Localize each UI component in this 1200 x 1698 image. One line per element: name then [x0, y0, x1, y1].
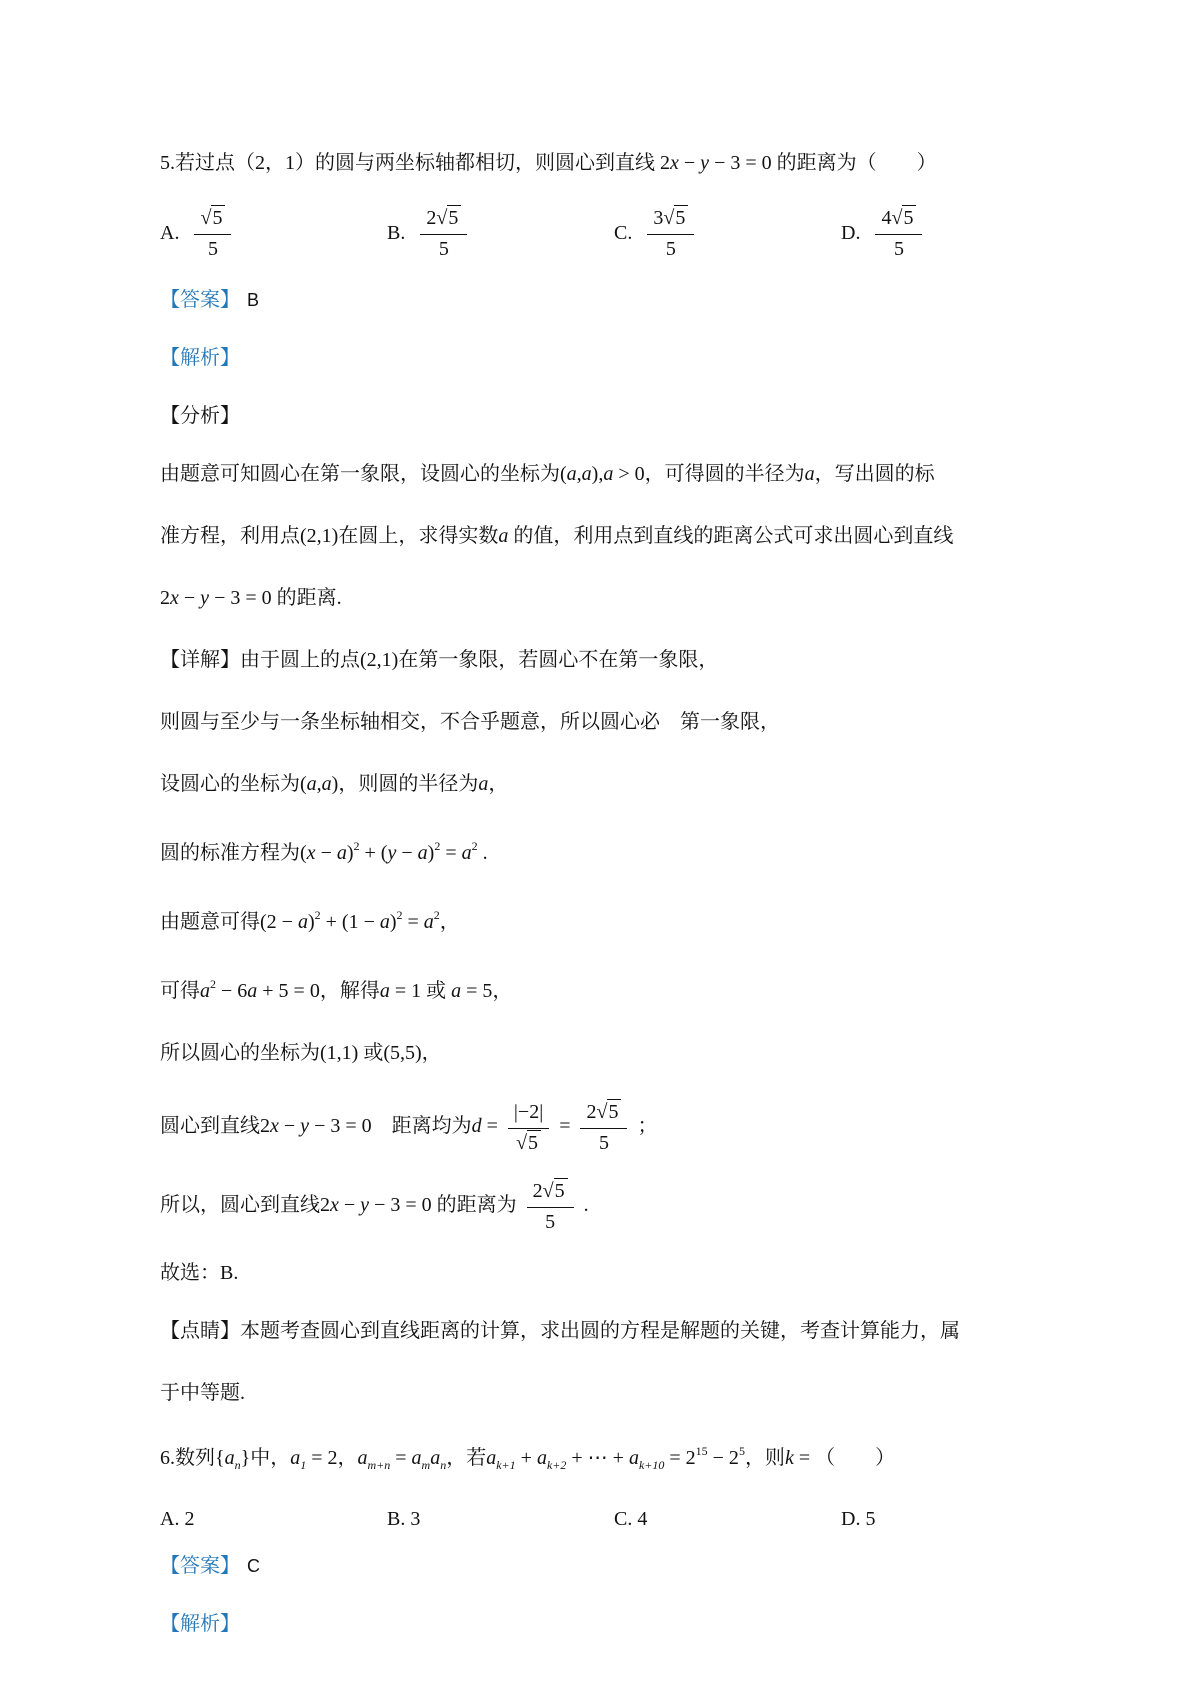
- text-segment: a: [297, 911, 308, 933]
- text-segment: 2: [353, 839, 360, 853]
- text-segment: ): [389, 911, 397, 933]
- question-5-answer-line: [160, 285, 1042, 316]
- text-segment: ，可得圆的半径为: [644, 463, 805, 485]
- equals-sign: =: [559, 1115, 571, 1138]
- question-5-options: [160, 206, 1042, 261]
- text-segment: k+10: [638, 1458, 665, 1472]
- text-segment: a: [224, 1447, 235, 1469]
- option-b: [387, 206, 614, 261]
- text-segment: 5: [738, 1444, 745, 1458]
- text-segment: 可得: [160, 980, 200, 1002]
- text-segment: 距离均为: [371, 1115, 472, 1138]
- text-segment: = （ ）: [793, 1447, 896, 1469]
- text-segment: k+2: [546, 1458, 567, 1472]
- question-6-options: [160, 1508, 1042, 1531]
- text-segment: a: [379, 911, 390, 933]
- text-segment: a: [417, 842, 428, 864]
- option-b-label: B.: [387, 222, 406, 244]
- question-6-answer-line: [160, 1551, 1042, 1582]
- denominator: 5: [207, 238, 218, 260]
- answer-value: B: [247, 290, 260, 310]
- text-segment: (2,1): [360, 649, 399, 671]
- text-segment: a: [451, 980, 462, 1002]
- text-segment: =: [390, 1447, 412, 1469]
- line-tail: .: [583, 1194, 589, 1217]
- option-c: [614, 1508, 841, 1531]
- text-segment: a: [321, 773, 332, 795]
- text-segment: 或: [358, 1042, 384, 1064]
- text-segment: x: [306, 842, 316, 864]
- option-a-label: A. 2: [160, 1508, 195, 1530]
- option-d-fraction: [875, 206, 922, 261]
- text-segment: a: [498, 525, 509, 547]
- radical-sign: √: [596, 1101, 608, 1123]
- text-segment: ): [331, 773, 339, 795]
- text-segment: a: [336, 842, 347, 864]
- text-segment: ,: [576, 463, 582, 485]
- text-segment: 则圆与至少与一条坐标轴相交，不合乎题意，所以圆心必 第一象限，: [160, 711, 780, 733]
- text-segment: 圆的标准方程为: [160, 842, 300, 864]
- fraction-2sqrt5-over-5: [527, 1179, 574, 1234]
- option-c: [614, 206, 841, 261]
- text-segment: ，: [488, 773, 509, 795]
- text-segment: = 1 或: [389, 980, 452, 1002]
- text-segment: − 3 = 0: [369, 1194, 437, 1217]
- text-segment: (: [300, 773, 307, 795]
- coefficient: 2: [532, 1180, 543, 1202]
- radical-sign: √: [516, 1132, 528, 1154]
- line-tail: ；: [637, 1115, 658, 1138]
- denominator: 5: [438, 238, 449, 260]
- text-segment: y: [200, 587, 210, 609]
- text-segment: 所以，圆心到直线: [160, 1194, 320, 1217]
- jiexi-tag: 【解析】: [160, 347, 240, 369]
- text-segment: ),: [591, 463, 604, 485]
- text-segment: = 2: [664, 1447, 696, 1469]
- text-segment: + (1 −: [320, 911, 380, 933]
- option-b: [387, 1508, 614, 1531]
- text-segment: + 5 = 0，解得: [257, 980, 380, 1002]
- text-segment: a: [581, 463, 592, 485]
- text-segment: (: [560, 463, 567, 485]
- text-segment: m: [421, 1458, 431, 1472]
- text-segment: y: [360, 1194, 370, 1217]
- radicand: 5: [211, 205, 225, 229]
- detail-line-9-text: [160, 1194, 517, 1216]
- coefficient: 4: [881, 207, 892, 229]
- radicand: 5: [447, 205, 461, 229]
- detail-line-9: [160, 1179, 1042, 1234]
- text-segment: − 2: [707, 1447, 739, 1469]
- text-segment: (: [300, 842, 307, 864]
- coefficient: 2: [586, 1101, 597, 1123]
- text-segment: k+1: [496, 1458, 516, 1472]
- fraction-2sqrt5-over-5: [580, 1100, 627, 1155]
- text-segment: {: [215, 1447, 225, 1469]
- text-segment: + ⋯ +: [566, 1447, 629, 1469]
- answer-tag: 【答案】: [160, 1555, 240, 1577]
- text-segment: a: [628, 1447, 639, 1469]
- text-segment: 由题意可得: [160, 911, 260, 933]
- radical-sign: √: [891, 207, 903, 229]
- radicand: 5: [607, 1099, 621, 1123]
- text-segment: (1,1): [320, 1042, 359, 1064]
- text-segment: −: [178, 587, 201, 609]
- text-segment: y: [387, 842, 397, 864]
- text-segment: = 5，: [461, 980, 513, 1002]
- text-segment: =: [440, 842, 462, 864]
- text-segment: a: [423, 911, 434, 933]
- text-segment: m+n: [367, 1458, 391, 1472]
- text-segment: ，则圆的半径为: [338, 773, 479, 795]
- jiexi-tag: 【解析】: [160, 1613, 240, 1635]
- text-segment: ，: [439, 911, 460, 933]
- text-segment: =: [402, 911, 424, 933]
- fraction-abs-over-sqrt5: [508, 1100, 549, 1155]
- text-segment: ，: [421, 1042, 442, 1064]
- option-a-fraction: [194, 206, 231, 261]
- text-segment: k: [784, 1447, 794, 1469]
- text-segment: a: [290, 1447, 301, 1469]
- text-segment: > 0: [613, 463, 645, 485]
- detail-line-7: [160, 1038, 1042, 1069]
- answer-tag: 【答案】: [160, 289, 240, 311]
- text-segment: x: [170, 587, 179, 609]
- text-segment: ): [427, 842, 435, 864]
- detail-line-8: [160, 1100, 1042, 1155]
- detail-line-1: [160, 645, 1042, 676]
- text-segment: − 3 = 0: [709, 152, 777, 174]
- option-d: [841, 1508, 875, 1531]
- text-segment: − 6: [216, 980, 248, 1002]
- text-segment: 所以圆心的坐标为: [160, 1042, 320, 1064]
- radical-sign: √: [542, 1180, 554, 1202]
- radical-sign: √: [663, 207, 675, 229]
- text-segment: a: [411, 1447, 422, 1469]
- text-segment: 中，: [250, 1447, 291, 1469]
- radical-sign: √: [200, 207, 212, 229]
- text-segment: −: [396, 842, 418, 864]
- radicand: 5: [902, 205, 916, 229]
- text-segment: − 3 = 0: [309, 1115, 372, 1138]
- text-segment: 2: [160, 587, 170, 609]
- option-b-label: B. 3: [387, 1508, 421, 1530]
- text-segment: .: [477, 842, 488, 864]
- text-segment: n: [234, 1458, 241, 1472]
- text-segment: a: [379, 980, 390, 1002]
- text-segment: a: [247, 980, 258, 1002]
- option-c-label: C. 4: [614, 1508, 648, 1530]
- text-segment: 5.若过点（2，1）的圆与两坐标轴都相切，则圆心到直线: [160, 152, 660, 174]
- text-segment: = 2，: [306, 1447, 358, 1469]
- option-a: [160, 1508, 387, 1531]
- text-segment: a: [603, 463, 614, 485]
- answer-value: C: [247, 1556, 260, 1576]
- text-segment: 在第一象限，若圆心不在第一象限，: [398, 649, 719, 671]
- text-segment: ,: [316, 773, 322, 795]
- text-segment: a: [566, 463, 577, 485]
- text-segment: 2: [433, 908, 440, 922]
- text-segment: a: [200, 980, 210, 1002]
- text-segment: 由题意可知圆心在第一象限，设圆心的坐标为: [160, 463, 560, 485]
- denominator: 5: [893, 238, 904, 260]
- text-segment: ): [307, 911, 315, 933]
- text-segment: 15: [695, 1444, 708, 1458]
- text-segment: (5,5): [383, 1042, 422, 1064]
- text-segment: 6.数列: [160, 1447, 215, 1469]
- text-segment: }: [240, 1447, 251, 1469]
- detail-line-5: [160, 900, 1042, 938]
- text-segment: 2: [660, 152, 670, 174]
- text-segment: 圆心到直线: [160, 1115, 260, 1138]
- text-segment: −: [278, 1115, 301, 1138]
- detail-line-3: [160, 769, 1042, 800]
- analysis-line-2: [160, 521, 1042, 552]
- fenxi-tag: 【分析】: [160, 405, 240, 427]
- option-b-fraction: [420, 206, 467, 261]
- denominator: 5: [665, 238, 676, 260]
- text-segment: a: [430, 1447, 441, 1469]
- text-segment: 2: [396, 908, 403, 922]
- question-5-stem: [160, 148, 1042, 179]
- denominator: 5: [598, 1132, 609, 1154]
- question-5-fenxi-line: [160, 401, 1042, 432]
- option-a: [160, 206, 387, 261]
- question-6-jiexi-line: [160, 1609, 1042, 1640]
- text-segment: y: [700, 152, 710, 174]
- text-segment: d: [471, 1115, 482, 1138]
- text-segment: 1: [300, 1458, 307, 1472]
- analysis-line-3: [160, 583, 1042, 614]
- text-segment: a: [804, 463, 815, 485]
- text-segment: ，写出圆的标: [814, 463, 935, 485]
- text-segment: y: [300, 1115, 310, 1138]
- text-segment: a: [478, 773, 489, 795]
- text-segment: − 3 = 0: [209, 587, 277, 609]
- question-6-stem: [160, 1436, 1042, 1481]
- text-segment: 的距离.: [276, 587, 342, 609]
- option-a-label: A.: [160, 222, 180, 244]
- text-segment: n: [440, 1458, 447, 1472]
- text-segment: ): [346, 842, 354, 864]
- dianjing-line-2: 于中等题.: [160, 1382, 245, 1404]
- text-segment: + (: [359, 842, 388, 864]
- option-d-label: D.: [841, 222, 861, 244]
- text-segment: a: [461, 842, 472, 864]
- radicand: 5: [554, 1178, 568, 1202]
- detail-line-2: [160, 707, 1042, 738]
- text-segment: 2: [320, 1194, 330, 1217]
- option-c-fraction: [647, 206, 694, 261]
- question-5-jiexi-line: [160, 343, 1042, 374]
- coefficient: 3: [653, 207, 664, 229]
- text-segment: a: [357, 1447, 368, 1469]
- text-segment: −: [338, 1194, 361, 1217]
- text-segment: =: [481, 1115, 498, 1138]
- text-segment: 2: [434, 839, 441, 853]
- coefficient: 2: [426, 207, 437, 229]
- detail-line-4: [160, 831, 1042, 869]
- text-segment: 【详解】由于圆上的点: [160, 649, 360, 671]
- text-segment: x: [270, 1115, 279, 1138]
- text-segment: 2: [471, 839, 478, 853]
- detail-line-8-text: [160, 1115, 498, 1137]
- text-segment: a: [306, 773, 317, 795]
- text-segment: (2,1): [300, 525, 339, 547]
- text-segment: 的值，利用点到直线的距离公式可求出圆心到直线: [508, 525, 954, 547]
- text-segment: 准方程，利用点: [160, 525, 300, 547]
- option-c-label: C.: [614, 222, 633, 244]
- text-segment: a: [536, 1447, 547, 1469]
- text-segment: (2 −: [260, 911, 298, 933]
- denominator: 5: [545, 1211, 556, 1233]
- text-segment: ，若: [446, 1447, 487, 1469]
- text-segment: x: [670, 152, 679, 174]
- analysis-line-1: [160, 459, 1042, 490]
- numerator: |−2|: [508, 1100, 549, 1129]
- radicand: 5: [674, 205, 688, 229]
- text-segment: 的距离为: [436, 1194, 517, 1217]
- dianjing-line-1: 【点睛】本题考查圆心到直线距离的计算，求出圆的方程是解题的关键，考查计算能力，属: [160, 1320, 960, 1342]
- text-segment: 在圆上，求得实数: [338, 525, 499, 547]
- choose-answer-line: 故选：B.: [160, 1262, 239, 1284]
- text-segment: −: [315, 842, 337, 864]
- detail-line-6: [160, 969, 1042, 1007]
- text-segment: +: [515, 1447, 537, 1469]
- text-segment: −: [678, 152, 701, 174]
- text-segment: 2: [314, 908, 321, 922]
- text-segment: 2: [260, 1115, 270, 1138]
- text-segment: 的距离为（ ）: [776, 152, 937, 174]
- text-segment: ，则: [744, 1447, 785, 1469]
- text-segment: a: [486, 1447, 497, 1469]
- radicand: 5: [527, 1130, 541, 1154]
- text-segment: 设圆心的坐标为: [160, 773, 300, 795]
- text-segment: x: [330, 1194, 339, 1217]
- option-d-label: D. 5: [841, 1508, 876, 1530]
- text-segment: 2: [210, 977, 216, 991]
- radical-sign: √: [436, 207, 448, 229]
- option-d: [841, 206, 927, 261]
